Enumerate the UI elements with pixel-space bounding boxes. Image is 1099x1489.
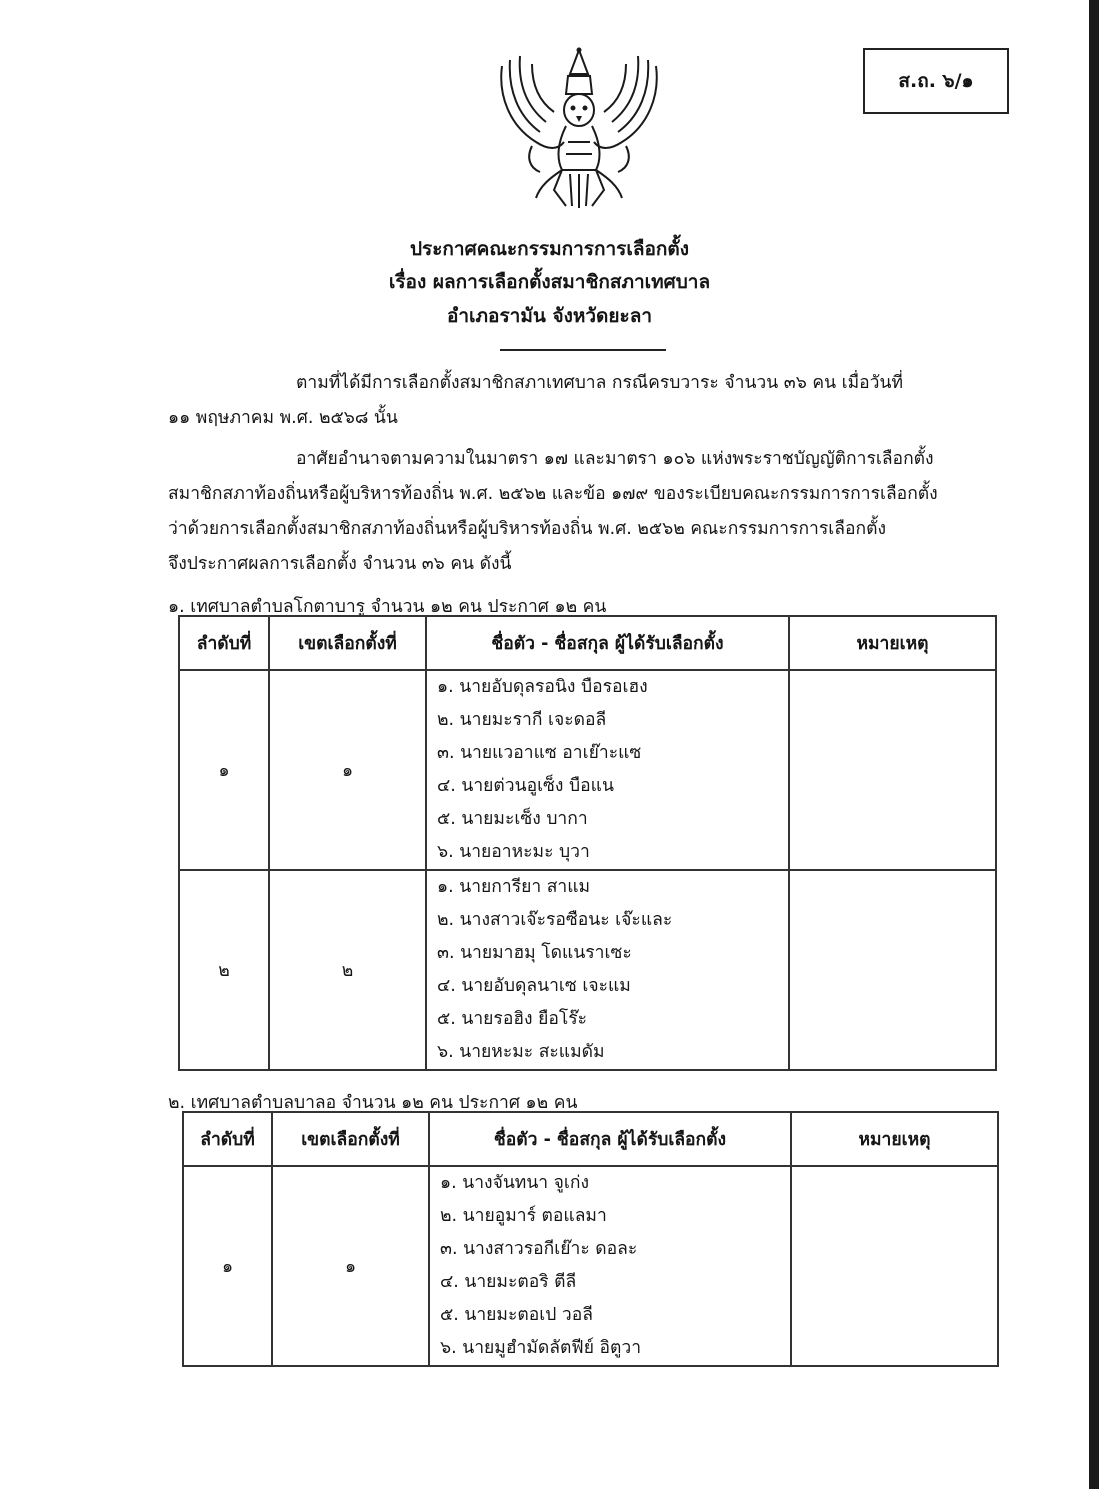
order-cell: ๑ [179, 670, 269, 870]
column-header-zone: เขตเลือกตั้งที่ [269, 616, 426, 670]
zone-cell: ๑ [269, 670, 426, 870]
names-cell [429, 1166, 791, 1366]
remarks-cell [789, 870, 996, 1070]
column-header-order: ลำดับที่ [183, 1112, 272, 1166]
winner-name: ๕. นายมะตอเป วอลี [440, 1305, 593, 1325]
section-title: ๒. เทศบาลตำบลบาลอ จำนวน ๑๒ คน ประกาศ ๑๒ คน [168, 1093, 578, 1113]
table-row [183, 1166, 998, 1366]
table-row [179, 870, 996, 1070]
paragraph-line: สมาชิกสภาท้องถิ่นหรือผู้บริหารท้องถิ่น พ.ศ. ๒๕๖๒ และข้อ ๑๗๙ ของระเบียบคณะกรรมการการเลือกตั้ง [168, 484, 938, 504]
winner-name: ๖. นายอาหะมะ บุวา [437, 842, 590, 862]
zone-cell: ๒ [269, 870, 426, 1070]
form-code-box [863, 48, 1009, 114]
announcement-location: อำเภอรามัน จังหวัดยะลา [446, 305, 653, 327]
table-header-row [183, 1112, 998, 1166]
winner-name: ๓. นายแวอาแซ อาเย๊าะแซ [437, 743, 642, 763]
paragraph-line: อาศัยอำนาจตามความในมาตรา ๑๗ และมาตรา ๑๐๖ แห่งพระราชบัญญัติการเลือกตั้ง [296, 449, 934, 469]
paragraph-line: ๑๑ พฤษภาคม พ.ศ. ๒๕๖๘ นั้น [168, 408, 398, 428]
names-cell [426, 870, 789, 1070]
paragraph-line: จึงประกาศผลการเลือกตั้ง จำนวน ๓๖ คน ดังนี้ [168, 554, 512, 574]
winner-name: ๓. นางสาวรอกีเย๊าะ ดอละ [440, 1239, 638, 1259]
title-divider [500, 349, 666, 351]
winner-name: ๑. นายการียา สาแม [437, 877, 591, 897]
results-table [178, 615, 997, 1071]
column-header-order: ลำดับที่ [179, 616, 269, 670]
remarks-cell [789, 670, 996, 870]
paragraph-line: ว่าด้วยการเลือกตั้งสมาชิกสภาท้องถิ่นหรือผู้บริหารท้องถิ่น พ.ศ. ๒๕๖๒ คณะกรรมการการเลือกตั้ง [168, 519, 886, 539]
paragraph-preamble [168, 366, 998, 436]
winner-name: ๑. นายอับดุลรอนิง บือรอเฮง [437, 677, 648, 697]
winner-name: ๔. นายมะตอริ ตีลี [440, 1272, 577, 1292]
paragraph-authority [168, 442, 998, 582]
form-code: ส.ถ. ๖/๑ [898, 70, 974, 92]
column-header-names: ชื่อตัว - ชื่อสกุล ผู้ได้รับเลือกตั้ง [426, 616, 789, 670]
zone-cell: ๑ [272, 1166, 429, 1366]
column-header-remarks: หมายเหตุ [791, 1112, 998, 1166]
table-row [179, 670, 996, 870]
results-table [182, 1111, 999, 1367]
winner-name: ๒. นายอูมาร์ ตอแลมา [440, 1206, 607, 1226]
announcement-title: ประกาศคณะกรรมการการเลือกตั้ง [409, 238, 690, 260]
section-title: ๑. เทศบาลตำบลโกตาบารู จำนวน ๑๒ คน ประกาศ ๑๒ คน [168, 597, 607, 617]
winner-name: ๖. นายมูฮำมัดลัตฟีย์ อิตูวา [440, 1338, 642, 1358]
column-header-zone: เขตเลือกตั้งที่ [272, 1112, 429, 1166]
column-header-remarks: หมายเหตุ [789, 616, 996, 670]
winner-name: ๔. นายต่วนอูเซ็ง บือแน [437, 776, 614, 796]
page-edge-shadow [1089, 0, 1099, 1489]
remarks-cell [791, 1166, 998, 1366]
winner-name: ๒. นางสาวเจ๊ะรอซือนะ เจ๊ะและ [437, 910, 673, 930]
order-cell: ๒ [179, 870, 269, 1070]
winner-name: ๕. นายมะเซ็ง บากา [437, 809, 588, 829]
garuda-emblem-icon [496, 46, 662, 210]
paragraph-line: ตามที่ได้มีการเลือกตั้งสมาชิกสภาเทศบาล กรณีครบวาระ จำนวน ๓๖ คน เมื่อวันที่ [296, 373, 903, 393]
order-cell: ๑ [183, 1166, 272, 1366]
winner-name: ๕. นายรอฮิง ยือโร๊ะ [437, 1009, 588, 1029]
column-header-names: ชื่อตัว - ชื่อสกุล ผู้ได้รับเลือกตั้ง [429, 1112, 791, 1166]
winner-name: ๑. นางจันทนา จูเก่ง [440, 1173, 590, 1193]
winner-name: ๖. นายหะมะ สะแมดัม [437, 1042, 605, 1062]
announcement-subject: เรื่อง ผลการเลือกตั้งสมาชิกสภาเทศบาล [388, 271, 711, 293]
table-header-row [179, 616, 996, 670]
winner-name: ๓. นายมาฮมุ โดแนราเซะ [437, 943, 632, 963]
winner-name: ๒. นายมะรากี เจะดอลี [437, 710, 607, 730]
winner-name: ๔. นายอับดุลนาเซ เจะแม [437, 976, 631, 996]
names-cell [426, 670, 789, 870]
